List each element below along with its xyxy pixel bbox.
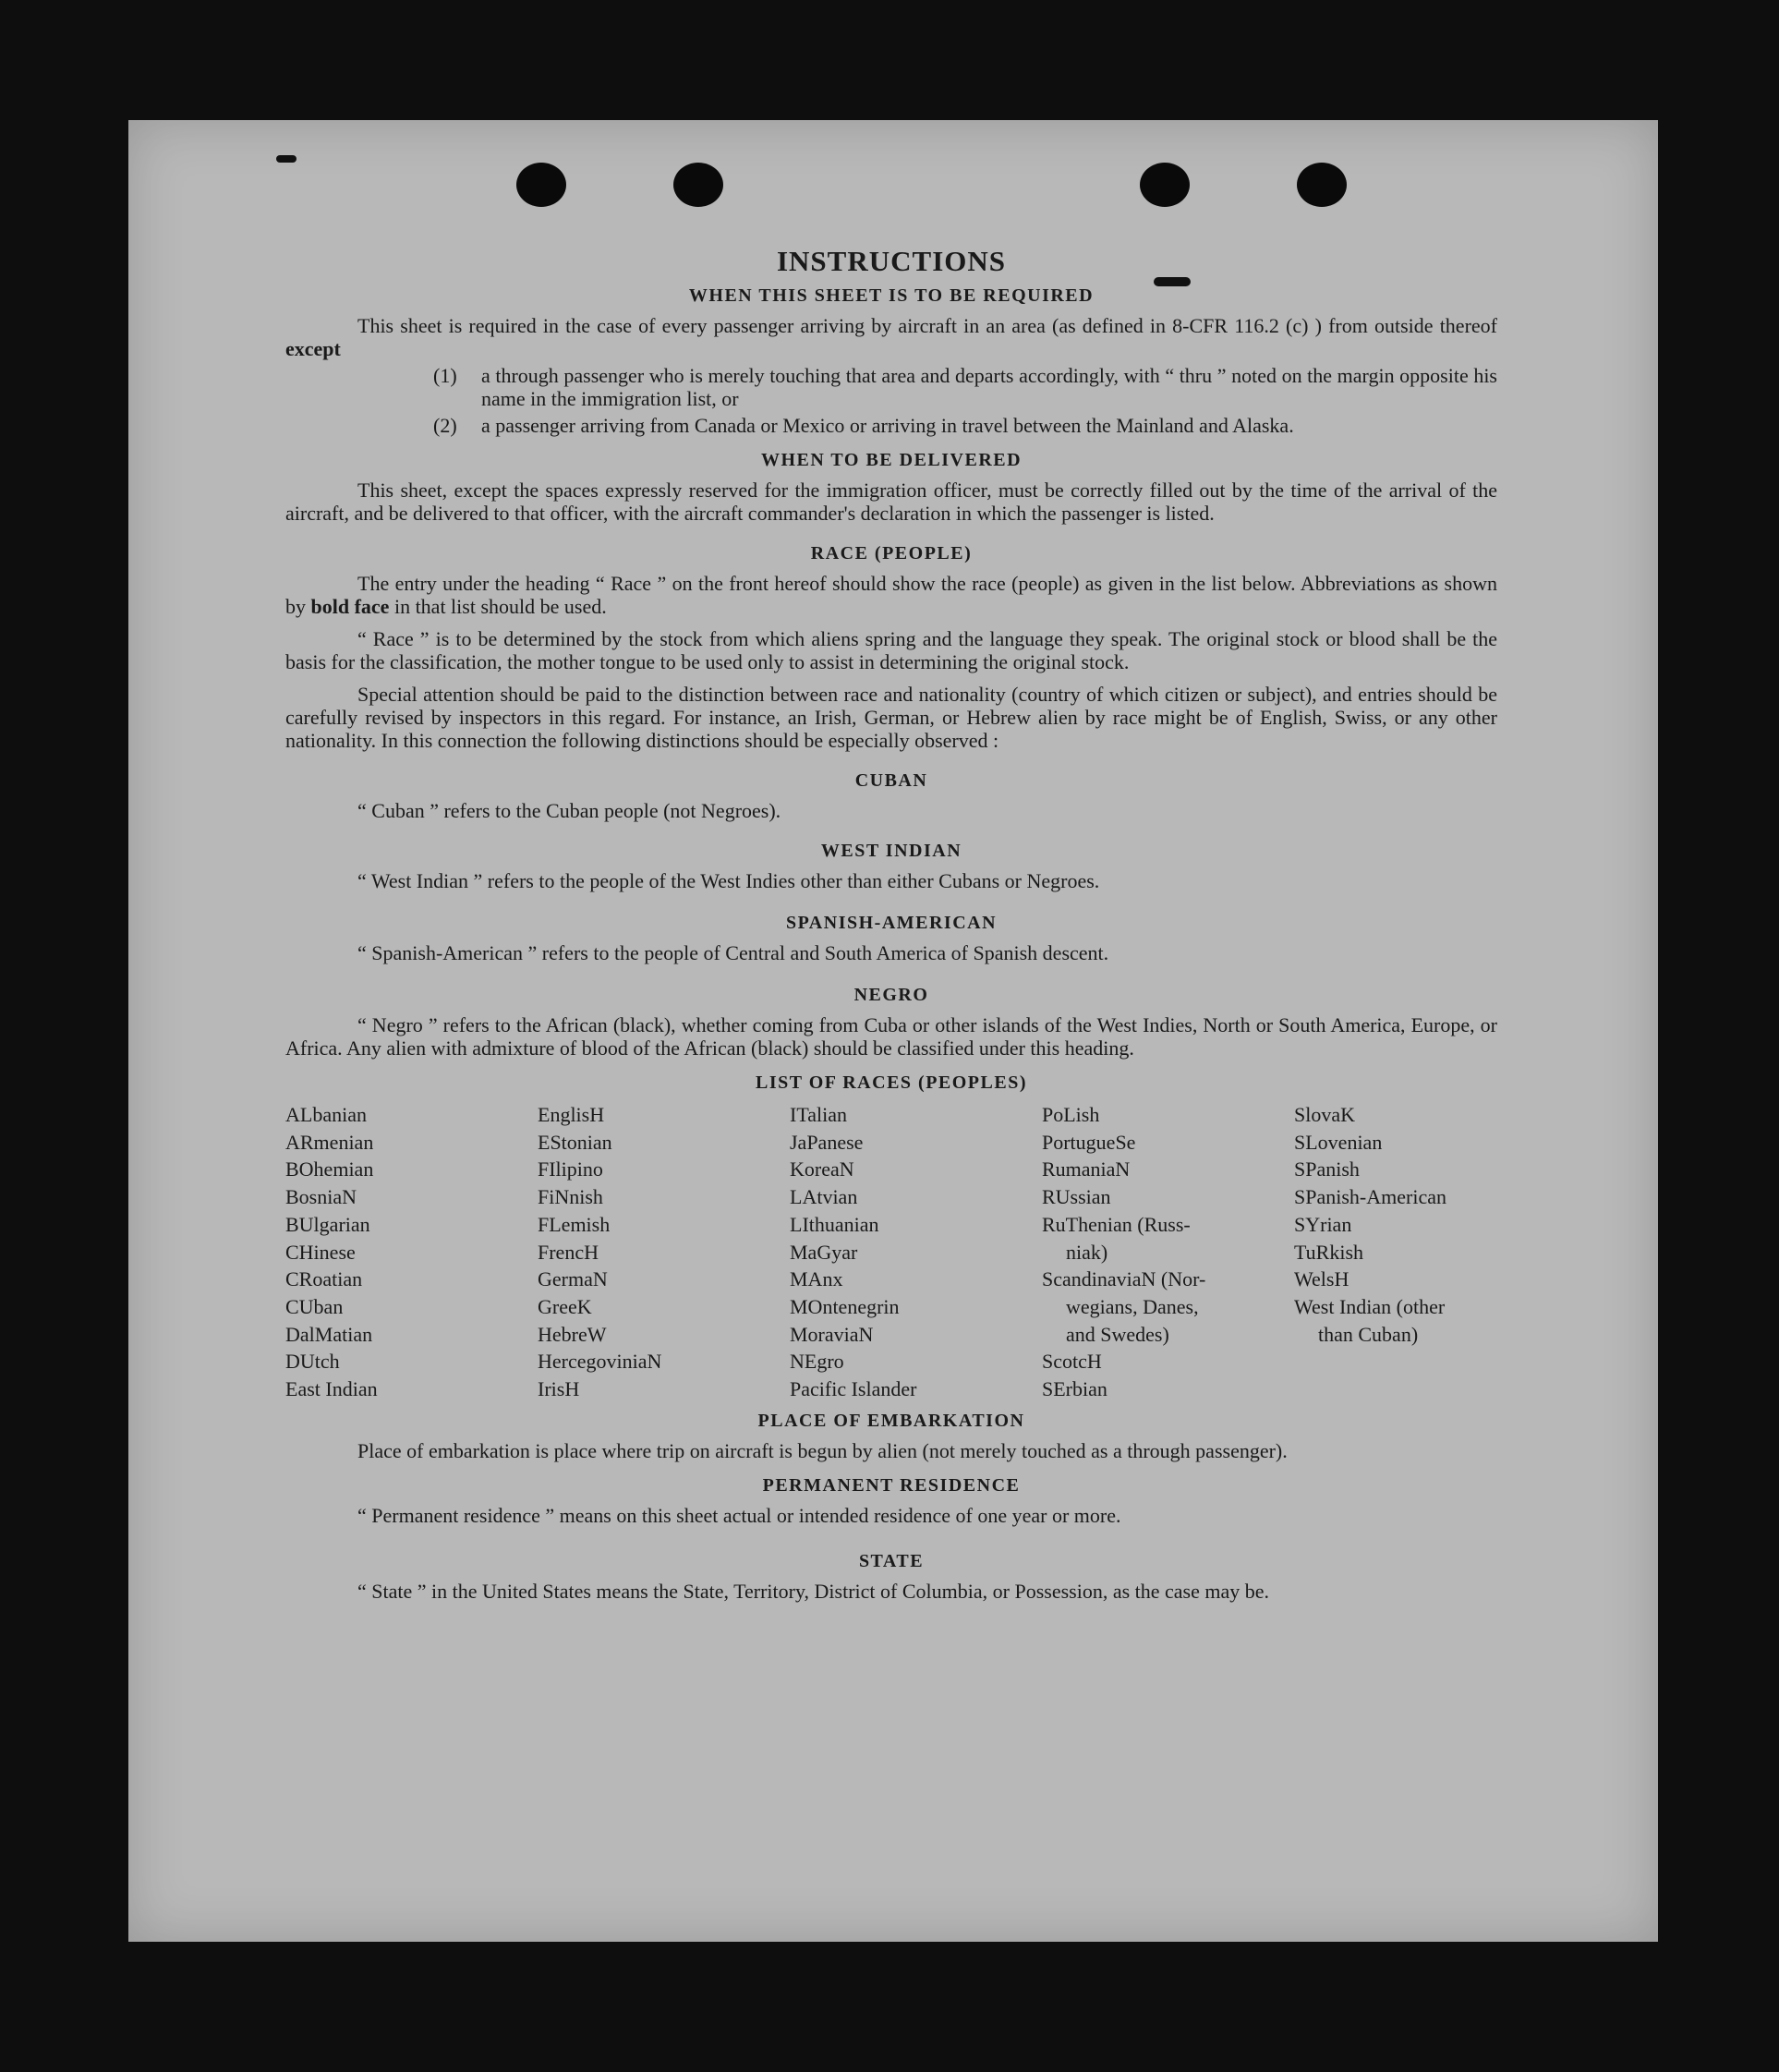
page-title: INSTRUCTIONS [776, 245, 1006, 277]
races-column-2 [538, 1101, 790, 1403]
section-heading-negro: NEGRO [853, 985, 929, 1005]
races-list [285, 1101, 1497, 1403]
spanish-american-text: “ Spanish-American ” refers to the people of Central and South America of Spanish descent. [357, 941, 1109, 964]
race-entry: ITalian [790, 1103, 847, 1126]
section-heading-residence: PERMANENT RESIDENCE [762, 1474, 1021, 1496]
race-entry: West Indian (other [1294, 1294, 1446, 1318]
race-entry-continued: niak) [1066, 1240, 1108, 1264]
race-entry: ScotcH [1042, 1350, 1102, 1374]
race-entry: PortugueSe [1042, 1130, 1136, 1154]
punch-hole [673, 163, 723, 207]
residence-text: “ Permanent residence ” means on this sheet actual or intended residence of one year or more. [357, 1503, 1121, 1527]
instructions-content [285, 245, 1497, 1603]
race-entry: NEgro [790, 1350, 844, 1374]
races-column-1 [285, 1101, 538, 1403]
race-entry: IrisH [538, 1377, 580, 1401]
race-entry: HercegoviniaN [538, 1350, 662, 1374]
race-entry: GreeK [538, 1294, 592, 1318]
cuban-text: “ Cuban ” refers to the Cuban people (not Negroes). [357, 799, 781, 822]
race-entry: ScandinaviaN (Nor- [1042, 1267, 1206, 1291]
document-sheet [128, 120, 1658, 1942]
races-column-5 [1294, 1101, 1546, 1403]
race-entry: PoLish [1042, 1103, 1100, 1126]
section-heading-delivered: WHEN TO BE DELIVERED [760, 450, 1023, 470]
race-entry: FIlipino [538, 1157, 603, 1181]
punch-hole [1297, 163, 1347, 207]
race-entry: SLovenian [1294, 1130, 1383, 1154]
race-entry-continued: than Cuban) [1318, 1322, 1419, 1346]
embarkation-text: Place of embarkation is place where trip on aircraft is begun by alien (not merely touched as a through passenger). [357, 1438, 1288, 1462]
race-entry: CUban [285, 1294, 344, 1318]
race-entry: RumaniaN [1042, 1157, 1131, 1181]
section-heading-required: WHEN THIS SHEET IS TO BE REQUIRED [688, 285, 1095, 306]
state-text: “ State ” in the United States means the State, Territory, District of Columbia, or Possession, as the case may be. [357, 1579, 1270, 1603]
race-entry: LAtvian [790, 1185, 858, 1209]
section-heading-cuban: CUBAN [854, 770, 928, 791]
races-column-4 [1042, 1101, 1294, 1403]
race-entry: Pacific Islander [790, 1377, 917, 1401]
race-entry: FLemish [538, 1212, 611, 1236]
race-entry: SPanish [1294, 1157, 1360, 1181]
race-entry: DalMatian [285, 1322, 373, 1346]
delivered-text: This sheet, except the spaces expressly reserved for the immigration officer, must be correctly filled out by the time of the arrival of the aircraft, and be delivered to that officer, with the aircraft commander's declaration in which the passenger is listed. [285, 479, 1497, 525]
exception-item-2: (2) a passenger arriving from Canada or Mexico or arriving in travel between the Mainland and Alaska. [433, 414, 1294, 437]
race-entry: BOhemian [285, 1157, 374, 1181]
race-entry: RuThenian (Russ- [1042, 1212, 1191, 1236]
races-column-3 [790, 1101, 1042, 1403]
race-entry: FrencH [538, 1240, 599, 1264]
race-entry: JaPanese [790, 1130, 864, 1154]
race-paragraph-1: The entry under the heading “ Race ” on the front hereof should show the race (people) as given in the list below. Abbreviations as shown by bold face in that list should be used. [285, 572, 1497, 618]
exception-item-1: (1) a through passenger who is merely touching that area and departs accordingly, with “ thru ” noted on the margin opposite his name in the immigration list, or [433, 364, 1497, 410]
race-entry-continued: wegians, Danes, [1066, 1294, 1199, 1318]
race-entry: RUssian [1042, 1185, 1111, 1209]
race-entry: GermaN [538, 1267, 608, 1291]
race-paragraph-3: Special attention should be paid to the distinction between race and nationality (country of which citizen or subject), and entries should be carefully revised by inspectors in this regard. For instance, an Irish, German, or Hebrew alien by race might be of English, Swiss, or any other nationality. In this connection the following distinctions should be especially observed : [285, 683, 1497, 752]
race-entry: ARmenian [285, 1130, 374, 1154]
negro-text: “ Negro ” refers to the African (black), whether coming from Cuba or other islands of the West Indies, North or South America, Europe, or Africa. Any alien with admixture of blood of the African (black) should be classified under this heading. [285, 1013, 1497, 1060]
race-entry: SYrian [1294, 1212, 1352, 1236]
race-entry: SlovaK [1294, 1103, 1355, 1126]
race-entry: East Indian [285, 1377, 378, 1401]
race-entry: FiNnish [538, 1185, 603, 1209]
race-entry-continued: and Swedes) [1066, 1322, 1169, 1346]
race-entry: BosniaN [285, 1185, 357, 1209]
section-heading-state: STATE [858, 1550, 925, 1571]
required-intro: This sheet is required in the case of every passenger arriving by aircraft in an area (as defined in 8-CFR 116.2 (c) ) from outside thereof except [285, 314, 1497, 360]
race-entry: MoraviaN [790, 1322, 874, 1346]
race-entry: EnglisH [538, 1103, 605, 1126]
race-entry: WelsH [1294, 1267, 1349, 1291]
race-entry: DUtch [285, 1350, 340, 1374]
race-entry: ALbanian [285, 1103, 367, 1126]
section-heading-embarkation: PLACE OF EMBARKATION [757, 1410, 1025, 1431]
race-entry: SErbian [1042, 1377, 1107, 1401]
race-entry: LIthuanian [790, 1212, 879, 1236]
race-entry: SPanish-American [1294, 1185, 1446, 1209]
west-indian-text: “ West Indian ” refers to the people of the West Indies other than either Cubans or Negroes. [357, 869, 1100, 892]
section-heading-race: RACE (PEOPLE) [810, 543, 973, 563]
race-paragraph-2: “ Race ” is to be determined by the stock from which aliens spring and the language they speak. The original stock or blood shall be the basis for the classification, the mother tongue to be used only to assist in determining the original stock. [285, 627, 1497, 673]
section-heading-west-indian: WEST INDIAN [820, 841, 962, 861]
section-heading-races-list: LIST OF RACES (PEOPLES) [755, 1072, 1027, 1093]
race-entry: TuRkish [1294, 1240, 1364, 1264]
race-entry: EStonian [538, 1130, 612, 1154]
punch-hole [516, 163, 566, 207]
race-entry: CHinese [285, 1240, 356, 1264]
punch-hole [1140, 163, 1190, 207]
section-heading-spanish-american: SPANISH-AMERICAN [785, 913, 998, 933]
ink-mark [276, 155, 296, 163]
race-entry: MOntenegrin [790, 1294, 900, 1318]
race-entry: MAnx [790, 1267, 843, 1291]
race-entry: HebreW [538, 1322, 607, 1346]
race-entry: BUlgarian [285, 1212, 370, 1236]
race-entry: MaGyar [790, 1240, 858, 1264]
race-entry: KoreaN [790, 1157, 854, 1181]
race-entry: CRoatian [285, 1267, 363, 1291]
